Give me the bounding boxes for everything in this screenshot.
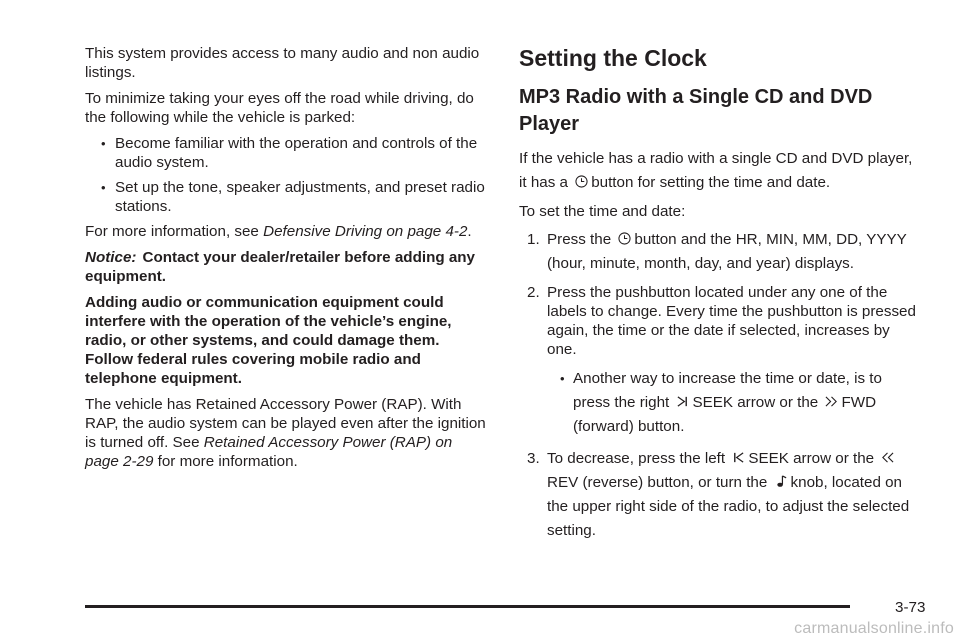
step-text-end: knob, located on the upper right side of the radio, to adjust the selected setting. bbox=[547, 474, 910, 539]
defensive-driving-link[interactable]: Defensive Driving on page 4-2 bbox=[263, 223, 468, 240]
step-text: To decrease, press the left bbox=[547, 450, 730, 467]
steps-list bbox=[519, 228, 919, 543]
step-number: 2. bbox=[527, 284, 540, 301]
more-info-paragraph bbox=[85, 222, 487, 241]
left-column bbox=[85, 44, 487, 478]
step-text-mid: SEEK arrow or the bbox=[748, 450, 879, 467]
list-item bbox=[519, 283, 919, 439]
seek-left-icon bbox=[732, 451, 745, 464]
clock-intro-text: If the vehicle has a radio with a single CD and DVD player, it has a bbox=[519, 150, 913, 191]
step-text-mid-2: REV (reverse) button, or turn the bbox=[547, 474, 772, 491]
step-text: Press the bbox=[547, 231, 616, 248]
page-number: 3-73 bbox=[895, 599, 926, 616]
sub-text-mid: SEEK arrow or the bbox=[692, 394, 823, 411]
rap-text: The vehicle has Retained Accessory Power (RAP). With RAP, the audio system can be played even after the ignition is turned off. See bbox=[85, 396, 486, 451]
sub-bullet-list bbox=[547, 367, 919, 439]
clock-icon bbox=[575, 175, 588, 188]
clock-intro-paragraph bbox=[519, 147, 919, 195]
sub-text-end: FWD (forward) button. bbox=[573, 394, 877, 435]
list-item: • Become familiar with the operation and controls of the audio system. bbox=[85, 134, 487, 172]
list-item bbox=[519, 447, 919, 543]
rap-link[interactable]: Retained Accessory Power (RAP) on page 2-29 bbox=[85, 434, 453, 470]
step-number: 3. bbox=[527, 450, 540, 467]
steps-intro: To set the time and date: bbox=[519, 203, 686, 220]
parked-bullet-list bbox=[85, 134, 487, 216]
footer-rule bbox=[85, 605, 850, 608]
more-info-text: For more information, see bbox=[85, 223, 264, 240]
watermark: carmanualsonline.info bbox=[794, 620, 954, 637]
rev-icon bbox=[881, 451, 894, 464]
section-title: Setting the Clock bbox=[519, 45, 707, 71]
rap-text-end: for more information. bbox=[153, 453, 298, 470]
right-column bbox=[519, 44, 919, 550]
notice-paragraph bbox=[85, 248, 487, 286]
parked-instructions-paragraph: To minimize taking your eyes off the road while driving, do the following while the vehicle is parked: bbox=[85, 90, 474, 126]
list-item: • Set up the tone, speaker adjustments, and preset radio stations. bbox=[85, 178, 487, 216]
intro-paragraph: This system provides access to many audio and non audio listings. bbox=[85, 45, 480, 81]
fwd-icon bbox=[825, 395, 838, 408]
warning-paragraph: Adding audio or communication equipment could interfere with the operation of the vehicle’s engine, radio, or other systems, and could damage them. Follow federal rules covering mobile radio and telephone equipment. bbox=[85, 294, 452, 387]
step-number: 1. bbox=[527, 231, 540, 248]
notice-text: Contact your dealer/retailer before adding any equipment. bbox=[85, 249, 476, 285]
notice-label: Notice: bbox=[85, 249, 137, 266]
seek-right-icon bbox=[676, 395, 689, 408]
rap-paragraph bbox=[85, 395, 487, 471]
more-info-end: . bbox=[467, 223, 472, 240]
clock-icon bbox=[618, 232, 631, 245]
sub-text: Another way to increase the time or date, is to press the right bbox=[573, 370, 882, 411]
step-text: Press the pushbutton located under any one of the labels to change. Every time the pushbutton is pressed again, the time or the date if selected, increases by one. bbox=[547, 284, 916, 358]
list-item bbox=[547, 367, 919, 439]
list-item bbox=[519, 228, 919, 276]
clock-intro-text-end: button for setting the time and date. bbox=[591, 174, 831, 191]
subsection-title: MP3 Radio with a Single CD and DVD Player bbox=[519, 86, 873, 135]
step-text-end: button and the HR, MIN, MM, DD, YYYY (hour, minute, month, day, and year) displays. bbox=[547, 231, 907, 272]
tune-knob-icon bbox=[775, 475, 788, 488]
